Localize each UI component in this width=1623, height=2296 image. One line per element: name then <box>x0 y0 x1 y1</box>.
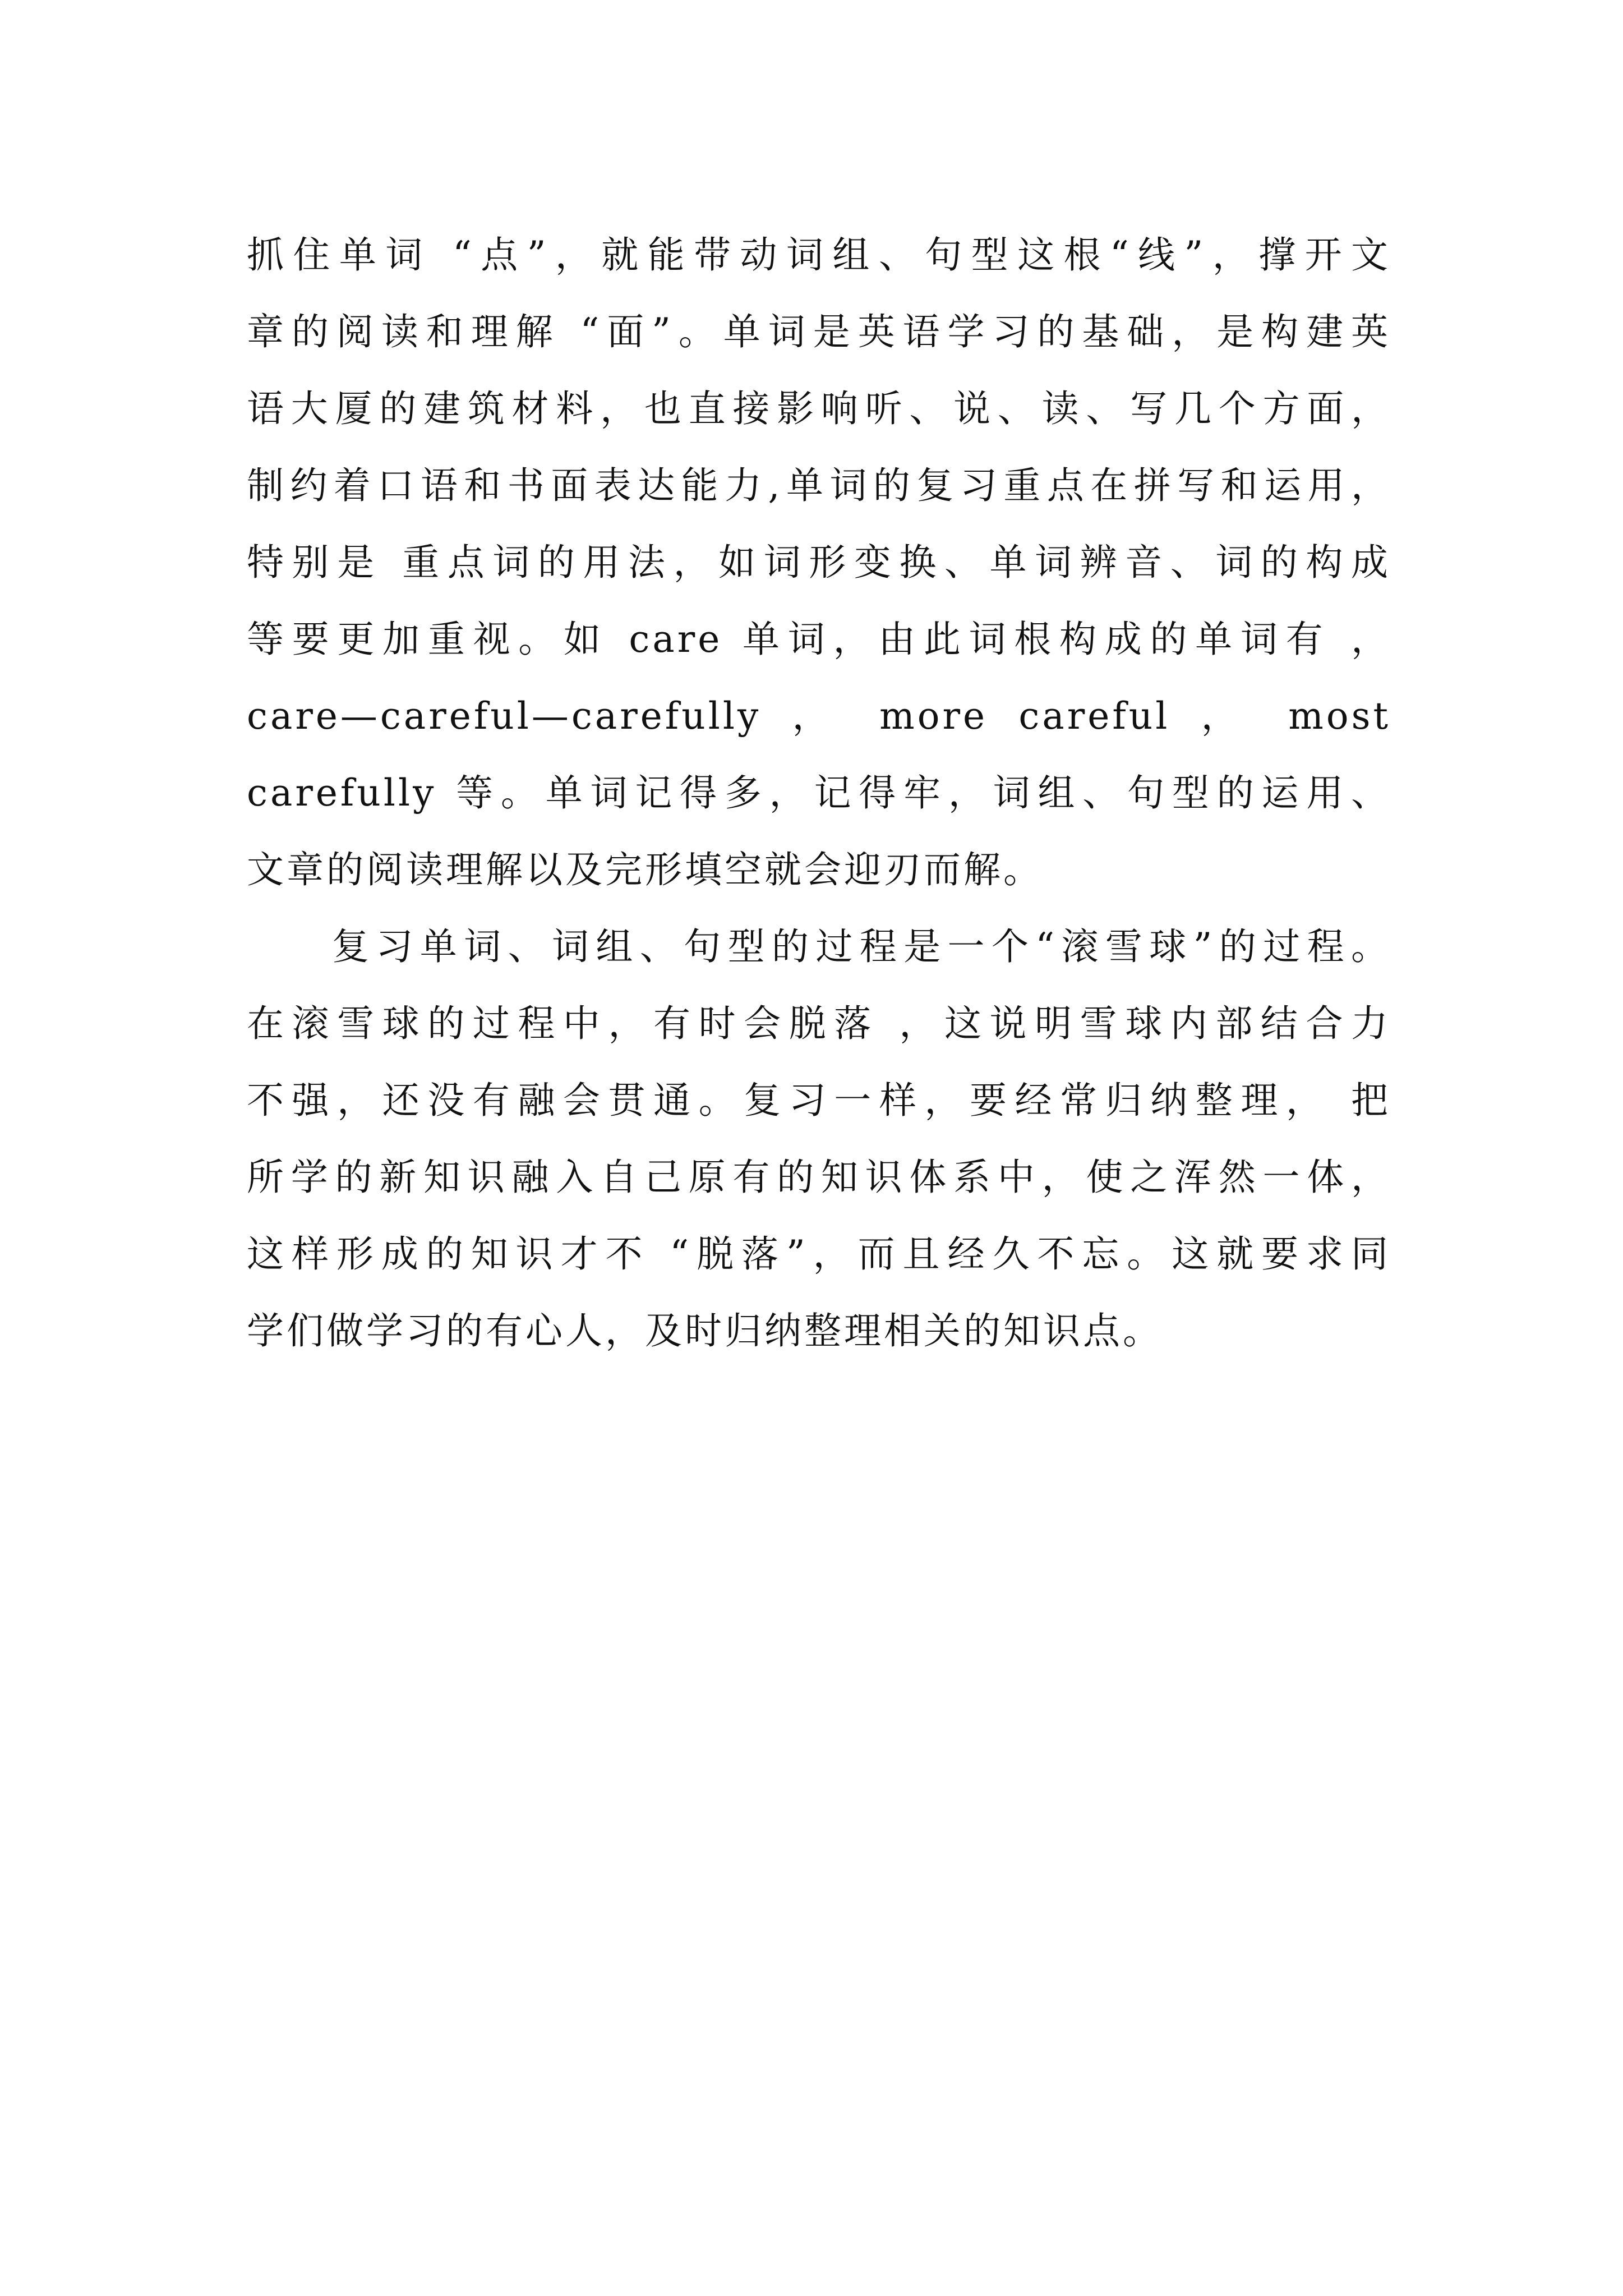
text-line: 学们做学习的有心人，及时归纳整理相关的知识点。 <box>247 1309 1163 1352</box>
text-line: 这样形成的知识才不 “脱落”，而且经久不忘。这就要求同 <box>247 1232 1391 1276</box>
text-line: 抓住单词 “点”，就能带动词组、句型这根“线”，撑开文 <box>247 233 1391 277</box>
text-line: 在滚雪球的过程中，有时会脱落 ，这说明雪球内部结合力 <box>247 1002 1391 1045</box>
paragraph-vocabulary <box>247 217 1391 908</box>
text-line: 章的阅读和理解 “面”。单词是英语学习的基础，是构建英 <box>247 310 1391 353</box>
text-line: 不强，还没有融会贯通。复习一样，要经常归纳整理， 把 <box>247 1079 1391 1122</box>
text-line: 语大厦的建筑材料，也直接影响听、说、读、写几个方面， <box>247 387 1391 430</box>
text-line: care—careful—carefully ， more careful ， most <box>247 694 1391 738</box>
text-line: 等要更加重视。如 care 单词，由此词根构成的单词有 ， <box>247 618 1391 661</box>
text-line: 文章的阅读理解以及完形填空就会迎刃而解。 <box>247 848 1043 891</box>
text-line: carefully 等。单词记得多，记得牢，词组、句型的运用、 <box>247 771 1391 815</box>
document-body <box>247 217 1391 1369</box>
text-line: 特别是 重点词的用法，如词形变换、单词辨音、词的构成 <box>247 541 1391 584</box>
paragraph-snowball <box>247 908 1391 1369</box>
text-line: 制约着口语和书面表达能力,单词的复习重点在拼写和运用， <box>247 464 1391 507</box>
text-line: 所学的新知识融入自己原有的知识体系中，使之浑然一体， <box>247 1156 1391 1199</box>
text-line: 复习单词、词组、句型的过程是一个“滚雪球”的过程。 <box>332 925 1391 968</box>
